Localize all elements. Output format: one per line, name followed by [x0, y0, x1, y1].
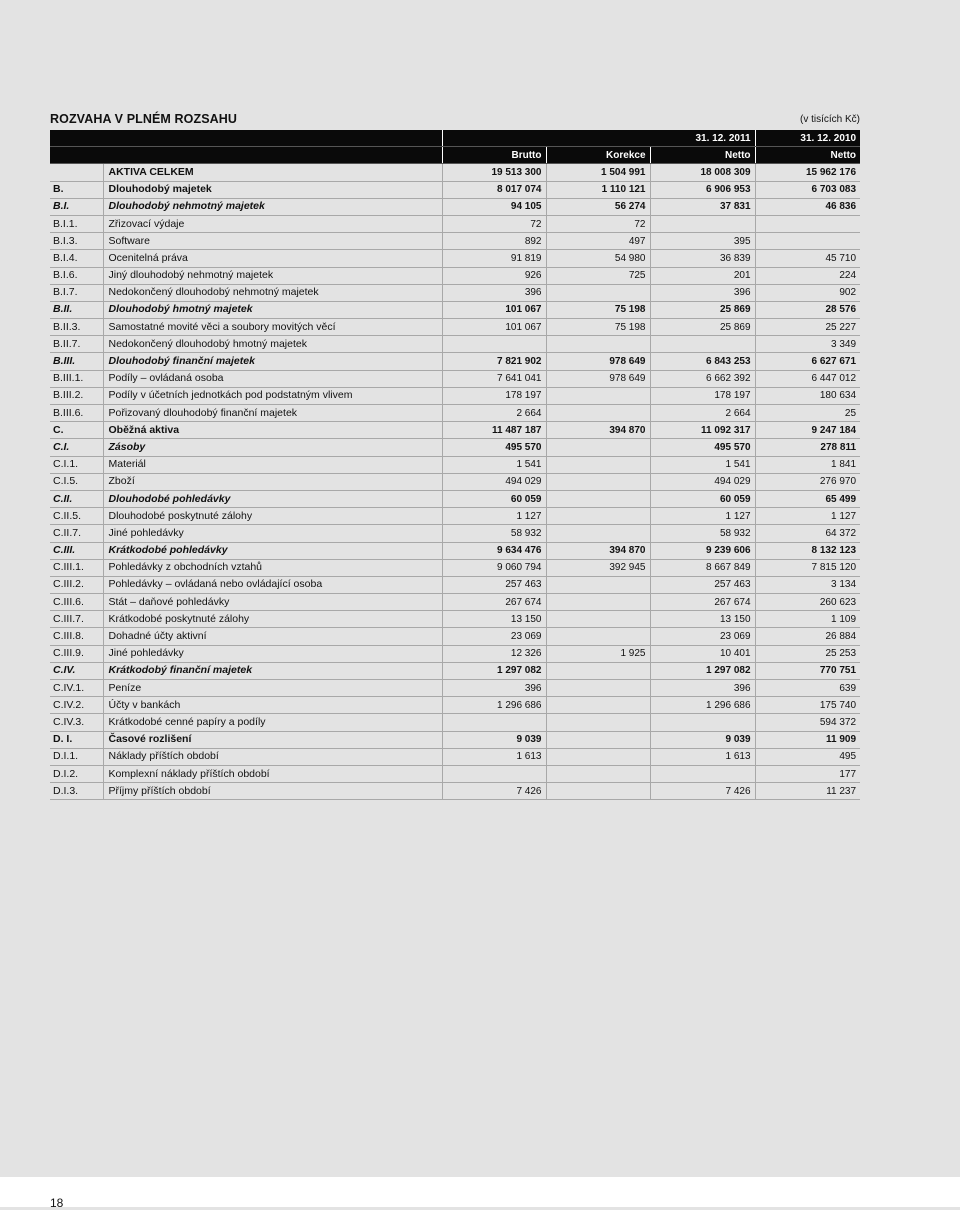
row-code: D.I.1. — [50, 748, 103, 765]
row-label: Náklady příštích období — [103, 748, 442, 765]
row-code: C.IV.3. — [50, 714, 103, 731]
row-label: Jiný dlouhodobý nehmotný majetek — [103, 267, 442, 284]
row-code: B.II.7. — [50, 336, 103, 353]
row-label: Účty v bankách — [103, 697, 442, 714]
table-row — [50, 680, 860, 697]
row-label: Dlouhodobý hmotný majetek — [103, 301, 442, 318]
row-netto: 178 197 — [650, 387, 755, 404]
row-label: Jiné pohledávky — [103, 525, 442, 542]
table-row — [50, 714, 860, 731]
row-netto: 9 039 — [650, 731, 755, 748]
table-row — [50, 181, 860, 198]
row-netto: 267 674 — [650, 594, 755, 611]
table-row — [50, 697, 860, 714]
header-blank — [50, 130, 442, 147]
table-row — [50, 370, 860, 387]
row-netto-2010: 6 447 012 — [755, 370, 860, 387]
row-korekce: 75 198 — [546, 301, 650, 318]
header-date-2011: 31. 12. 2011 — [442, 130, 755, 147]
row-netto: 10 401 — [650, 645, 755, 662]
table-row — [50, 542, 860, 559]
row-brutto: 2 664 — [442, 405, 546, 422]
row-brutto: 23 069 — [442, 628, 546, 645]
row-netto: 1 297 082 — [650, 662, 755, 679]
row-netto: 1 541 — [650, 456, 755, 473]
row-netto-2010: 25 227 — [755, 319, 860, 336]
table-row — [50, 525, 860, 542]
table-row — [50, 473, 860, 490]
row-netto: 23 069 — [650, 628, 755, 645]
row-code: C.IV.2. — [50, 697, 103, 714]
row-brutto — [442, 714, 546, 731]
row-netto-2010: 1 109 — [755, 611, 860, 628]
row-netto — [650, 215, 755, 232]
row-label: Krátkodobý finanční majetek — [103, 662, 442, 679]
row-korekce — [546, 336, 650, 353]
row-korekce: 497 — [546, 233, 650, 250]
row-label: Oběžná aktiva — [103, 422, 442, 439]
row-korekce — [546, 783, 650, 800]
table-row — [50, 731, 860, 748]
row-netto-2010: 260 623 — [755, 594, 860, 611]
header-netto-2010: Netto — [755, 147, 860, 164]
row-brutto: 7 821 902 — [442, 353, 546, 370]
table-row — [50, 336, 860, 353]
row-label: Krátkodobé pohledávky — [103, 542, 442, 559]
table-row — [50, 301, 860, 318]
row-netto-2010: 1 841 — [755, 456, 860, 473]
row-netto-2010: 26 884 — [755, 628, 860, 645]
header-netto: Netto — [650, 147, 755, 164]
row-code: C.III.1. — [50, 559, 103, 576]
row-code: C.II.5. — [50, 508, 103, 525]
row-netto: 395 — [650, 233, 755, 250]
row-netto: 36 839 — [650, 250, 755, 267]
row-netto-2010: 8 132 123 — [755, 542, 860, 559]
row-korekce — [546, 611, 650, 628]
row-brutto: 495 570 — [442, 439, 546, 456]
row-netto-2010: 902 — [755, 284, 860, 301]
row-netto: 257 463 — [650, 576, 755, 593]
row-label: Pohledávky z obchodních vztahů — [103, 559, 442, 576]
row-netto-2010: 177 — [755, 765, 860, 782]
table-row — [50, 422, 860, 439]
row-netto: 6 843 253 — [650, 353, 755, 370]
header-row-dates — [50, 130, 860, 147]
row-netto-2010: 6 627 671 — [755, 353, 860, 370]
row-korekce — [546, 284, 650, 301]
row-korekce — [546, 714, 650, 731]
row-label: Časové rozlišení — [103, 731, 442, 748]
row-code: B.I.3. — [50, 233, 103, 250]
header-korekce: Korekce — [546, 147, 650, 164]
row-code: B.III.1. — [50, 370, 103, 387]
table-row — [50, 662, 860, 679]
row-brutto: 58 932 — [442, 525, 546, 542]
row-netto: 13 150 — [650, 611, 755, 628]
table-row — [50, 783, 860, 800]
row-label: Stát – daňové pohledávky — [103, 594, 442, 611]
row-label: Komplexní náklady příštích období — [103, 765, 442, 782]
row-code: C.IV.1. — [50, 680, 103, 697]
row-netto-2010: 28 576 — [755, 301, 860, 318]
row-korekce — [546, 508, 650, 525]
row-korekce: 394 870 — [546, 542, 650, 559]
row-code: D. I. — [50, 731, 103, 748]
row-label: Jiné pohledávky — [103, 645, 442, 662]
row-label: Dlouhodobé poskytnuté zálohy — [103, 508, 442, 525]
row-korekce: 1 925 — [546, 645, 650, 662]
row-netto-2010: 1 127 — [755, 508, 860, 525]
row-brutto: 1 297 082 — [442, 662, 546, 679]
row-label: Krátkodobé cenné papíry a podíly — [103, 714, 442, 731]
row-brutto: 72 — [442, 215, 546, 232]
row-label: Pohledávky – ovládaná nebo ovládající osoba — [103, 576, 442, 593]
row-brutto: 94 105 — [442, 198, 546, 215]
row-netto: 25 869 — [650, 319, 755, 336]
row-brutto — [442, 336, 546, 353]
row-label: Zboží — [103, 473, 442, 490]
row-netto — [650, 336, 755, 353]
row-netto: 60 059 — [650, 490, 755, 507]
row-korekce — [546, 680, 650, 697]
row-netto-2010: 276 970 — [755, 473, 860, 490]
row-netto-2010: 25 253 — [755, 645, 860, 662]
table-row — [50, 765, 860, 782]
row-netto-2010: 3 134 — [755, 576, 860, 593]
row-label: Peníze — [103, 680, 442, 697]
row-netto — [650, 765, 755, 782]
row-netto-2010: 9 247 184 — [755, 422, 860, 439]
row-label: Zřizovací výdaje — [103, 215, 442, 232]
row-brutto: 101 067 — [442, 319, 546, 336]
table-row — [50, 456, 860, 473]
table-row — [50, 250, 860, 267]
row-code: C.III. — [50, 542, 103, 559]
row-brutto: 9 634 476 — [442, 542, 546, 559]
row-label: Materiál — [103, 456, 442, 473]
row-label: Dlouhodobý finanční majetek — [103, 353, 442, 370]
row-label: Pořizovaný dlouhodobý finanční majetek — [103, 405, 442, 422]
row-code: C.I. — [50, 439, 103, 456]
row-code: C.III.6. — [50, 594, 103, 611]
row-korekce — [546, 594, 650, 611]
row-netto-2010: 65 499 — [755, 490, 860, 507]
row-korekce — [546, 525, 650, 542]
row-label: Ocenitelná práva — [103, 250, 442, 267]
row-brutto: 178 197 — [442, 387, 546, 404]
row-brutto: 1 296 686 — [442, 697, 546, 714]
row-netto-2010: 25 — [755, 405, 860, 422]
row-netto: 495 570 — [650, 439, 755, 456]
row-label: Krátkodobé poskytnuté zálohy — [103, 611, 442, 628]
table-body — [50, 164, 860, 800]
row-code: C. — [50, 422, 103, 439]
row-label: Zásoby — [103, 439, 442, 456]
row-netto: 8 667 849 — [650, 559, 755, 576]
table-row — [50, 267, 860, 284]
table-row — [50, 748, 860, 765]
row-korekce — [546, 765, 650, 782]
row-label: Podíly v účetních jednotkách pod podstatným vlivem — [103, 387, 442, 404]
row-code: B. — [50, 181, 103, 198]
row-brutto: 892 — [442, 233, 546, 250]
row-code: B.III.2. — [50, 387, 103, 404]
row-code: C.III.8. — [50, 628, 103, 645]
table-row — [50, 353, 860, 370]
row-code: B.I.4. — [50, 250, 103, 267]
row-korekce — [546, 697, 650, 714]
row-netto-2010: 46 836 — [755, 198, 860, 215]
row-netto-2010: 64 372 — [755, 525, 860, 542]
table-row — [50, 284, 860, 301]
row-netto: 1 613 — [650, 748, 755, 765]
row-code: C.I.5. — [50, 473, 103, 490]
row-brutto: 494 029 — [442, 473, 546, 490]
row-code: B.III. — [50, 353, 103, 370]
row-netto: 1 296 686 — [650, 697, 755, 714]
row-netto-2010 — [755, 233, 860, 250]
row-code: C.II. — [50, 490, 103, 507]
row-korekce — [546, 731, 650, 748]
row-brutto: 396 — [442, 284, 546, 301]
row-brutto: 1 127 — [442, 508, 546, 525]
row-netto: 6 662 392 — [650, 370, 755, 387]
row-brutto: 12 326 — [442, 645, 546, 662]
table-row — [50, 439, 860, 456]
table-row — [50, 405, 860, 422]
row-netto-2010: 770 751 — [755, 662, 860, 679]
row-brutto: 8 017 074 — [442, 181, 546, 198]
row-netto-2010: 639 — [755, 680, 860, 697]
row-netto: 2 664 — [650, 405, 755, 422]
row-label: Dohadné účty aktivní — [103, 628, 442, 645]
row-code: C.III.7. — [50, 611, 103, 628]
row-brutto: 91 819 — [442, 250, 546, 267]
row-brutto: 396 — [442, 680, 546, 697]
row-netto: 9 239 606 — [650, 542, 755, 559]
row-code: D.I.3. — [50, 783, 103, 800]
row-korekce: 54 980 — [546, 250, 650, 267]
row-netto: 7 426 — [650, 783, 755, 800]
row-label: Nedokončený dlouhodobý hmotný majetek — [103, 336, 442, 353]
row-label: Software — [103, 233, 442, 250]
row-netto: 25 869 — [650, 301, 755, 318]
row-korekce — [546, 473, 650, 490]
row-korekce: 394 870 — [546, 422, 650, 439]
row-netto-2010: 15 962 176 — [755, 164, 860, 181]
row-netto-2010: 45 710 — [755, 250, 860, 267]
row-brutto: 13 150 — [442, 611, 546, 628]
balance-sheet-table — [50, 130, 860, 800]
row-label: AKTIVA CELKEM — [103, 164, 442, 181]
row-netto: 201 — [650, 267, 755, 284]
row-netto-2010: 11 909 — [755, 731, 860, 748]
row-korekce: 725 — [546, 267, 650, 284]
row-korekce: 56 274 — [546, 198, 650, 215]
row-korekce — [546, 748, 650, 765]
row-brutto: 7 641 041 — [442, 370, 546, 387]
row-label: Samostatné movité věci a soubory movitých věcí — [103, 319, 442, 336]
table-row — [50, 198, 860, 215]
table-row — [50, 559, 860, 576]
table-row — [50, 594, 860, 611]
row-korekce: 75 198 — [546, 319, 650, 336]
row-korekce — [546, 490, 650, 507]
table-row — [50, 576, 860, 593]
row-netto: 1 127 — [650, 508, 755, 525]
row-korekce — [546, 456, 650, 473]
row-code: C.III.2. — [50, 576, 103, 593]
row-brutto: 1 613 — [442, 748, 546, 765]
row-label: Dlouhodobý nehmotný majetek — [103, 198, 442, 215]
table-row — [50, 628, 860, 645]
row-brutto: 11 487 187 — [442, 422, 546, 439]
row-brutto: 257 463 — [442, 576, 546, 593]
row-korekce: 392 945 — [546, 559, 650, 576]
row-netto: 396 — [650, 680, 755, 697]
row-brutto: 267 674 — [442, 594, 546, 611]
row-code: B.III.6. — [50, 405, 103, 422]
page-footer-strip — [0, 1177, 960, 1207]
row-korekce — [546, 405, 650, 422]
row-label: Dlouhodobé pohledávky — [103, 490, 442, 507]
row-netto: 58 932 — [650, 525, 755, 542]
row-code: C.I.1. — [50, 456, 103, 473]
row-netto-2010: 495 — [755, 748, 860, 765]
row-netto-2010: 278 811 — [755, 439, 860, 456]
row-korekce — [546, 662, 650, 679]
row-brutto: 7 426 — [442, 783, 546, 800]
table-row — [50, 611, 860, 628]
row-brutto: 926 — [442, 267, 546, 284]
row-netto-2010: 180 634 — [755, 387, 860, 404]
row-netto-2010 — [755, 215, 860, 232]
page-number: 18 — [50, 1196, 64, 1210]
row-code: B.I. — [50, 198, 103, 215]
row-netto-2010: 3 349 — [755, 336, 860, 353]
row-netto-2010: 594 372 — [755, 714, 860, 731]
row-code: B.I.6. — [50, 267, 103, 284]
table-row — [50, 233, 860, 250]
row-brutto: 9 060 794 — [442, 559, 546, 576]
row-korekce — [546, 387, 650, 404]
row-netto-2010: 175 740 — [755, 697, 860, 714]
row-code — [50, 164, 103, 181]
row-netto: 494 029 — [650, 473, 755, 490]
row-korekce: 978 649 — [546, 353, 650, 370]
row-korekce — [546, 576, 650, 593]
row-label: Dlouhodobý majetek — [103, 181, 442, 198]
row-korekce — [546, 628, 650, 645]
row-brutto: 9 039 — [442, 731, 546, 748]
table-row — [50, 645, 860, 662]
row-code: B.II.3. — [50, 319, 103, 336]
row-code: B.I.1. — [50, 215, 103, 232]
row-netto-2010: 11 237 — [755, 783, 860, 800]
page-title: ROZVAHA V PLNÉM ROZSAHU — [50, 112, 238, 126]
row-korekce: 1 504 991 — [546, 164, 650, 181]
row-netto — [650, 714, 755, 731]
row-code: C.IV. — [50, 662, 103, 679]
row-korekce — [546, 439, 650, 456]
header-brutto: Brutto — [442, 147, 546, 164]
row-netto-2010: 224 — [755, 267, 860, 284]
units-note: (v tisících Kč) — [799, 114, 860, 125]
header-date-2010: 31. 12. 2010 — [755, 130, 860, 147]
row-korekce: 72 — [546, 215, 650, 232]
row-code: B.I.7. — [50, 284, 103, 301]
row-brutto: 101 067 — [442, 301, 546, 318]
row-netto: 396 — [650, 284, 755, 301]
row-code: D.I.2. — [50, 765, 103, 782]
header-blank — [50, 147, 442, 164]
table-row — [50, 164, 860, 181]
row-code: C.II.7. — [50, 525, 103, 542]
table-row — [50, 508, 860, 525]
table-header-area — [50, 112, 860, 128]
row-netto: 11 092 317 — [650, 422, 755, 439]
row-brutto: 60 059 — [442, 490, 546, 507]
row-brutto: 1 541 — [442, 456, 546, 473]
row-netto: 18 008 309 — [650, 164, 755, 181]
header-row-columns — [50, 147, 860, 164]
row-netto: 6 906 953 — [650, 181, 755, 198]
row-korekce: 1 110 121 — [546, 181, 650, 198]
table-row — [50, 387, 860, 404]
row-brutto: 19 513 300 — [442, 164, 546, 181]
row-brutto — [442, 765, 546, 782]
row-label: Nedokončený dlouhodobý nehmotný majetek — [103, 284, 442, 301]
row-netto: 37 831 — [650, 198, 755, 215]
table-row — [50, 215, 860, 232]
row-code: B.II. — [50, 301, 103, 318]
row-label: Podíly – ovládaná osoba — [103, 370, 442, 387]
row-netto-2010: 7 815 120 — [755, 559, 860, 576]
row-code: C.III.9. — [50, 645, 103, 662]
row-label: Příjmy příštích období — [103, 783, 442, 800]
table-row — [50, 490, 860, 507]
table-row — [50, 319, 860, 336]
row-korekce: 978 649 — [546, 370, 650, 387]
row-netto-2010: 6 703 083 — [755, 181, 860, 198]
